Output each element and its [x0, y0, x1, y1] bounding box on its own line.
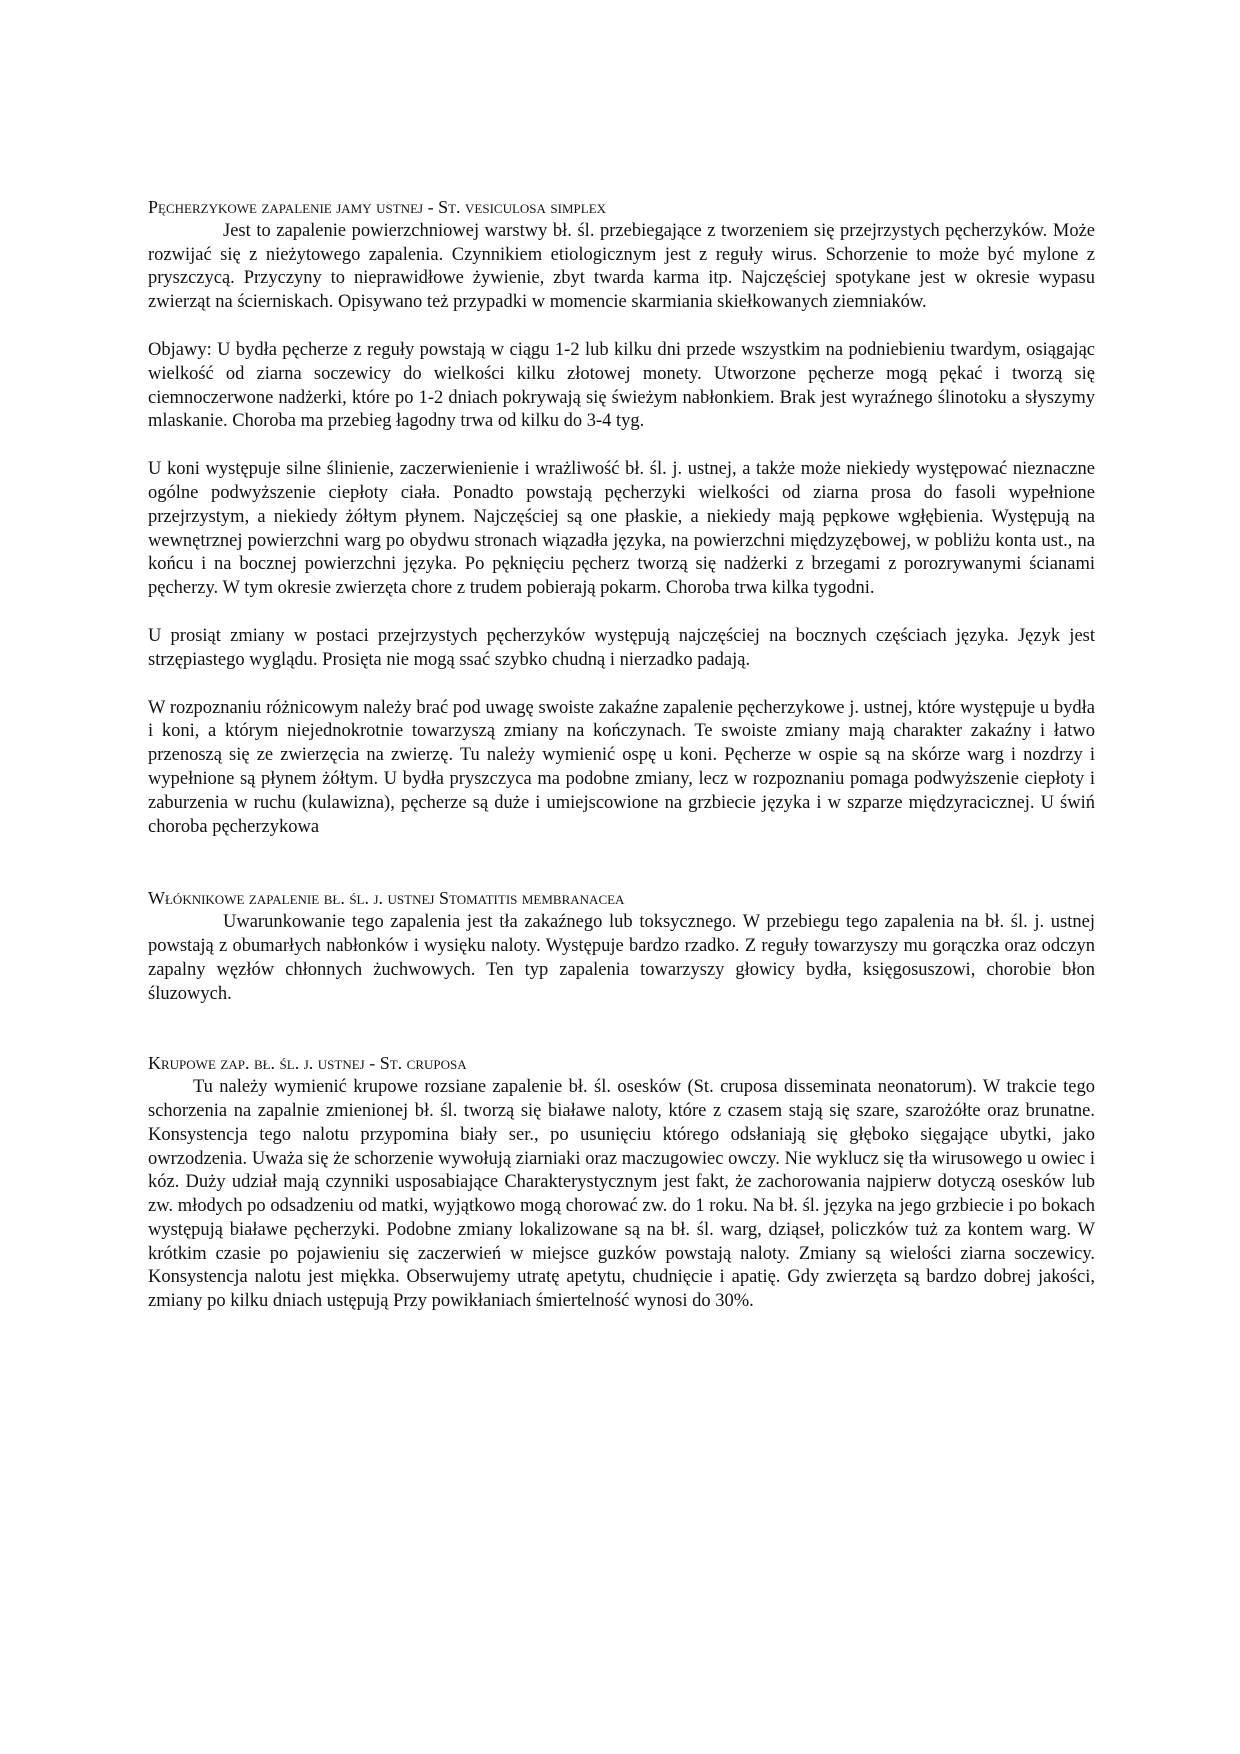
paragraph-definition: Jest to zapalenie powierzchniowej warstwy bł. śl. przebiegające z tworzeniem się przejrzystych pęcherzyków. Może rozwijać się z nieżytowego zapalenia. Czynnikiem etiologicznym jest z reguły wirus. Schorzenie to może być mylone z pryszczycą. Przyczyny to nieprawidłowe żywienie, zbyt twarda karma itp. Najczęściej spotykane jest w okresie wypasu zwierząt na ścierniskach. Opisywano też przypadki w momencie skarmiania skiełkowanych ziemniaków. — [148, 220, 1095, 313]
paragraph-cruposa: Tu należy wymienić krupowe rozsiane zapalenie bł. śl. osesków (St. cruposa disseminata neonatorum). W trakcie tego schorzenia na zapalnie zmienionej bł. śl. tworzą się białawe naloty, które z czasem stają się szare, szarożółte oraz brunatne. Konsystencja tego nalotu przypomina biały ser., po usunięciu którego odsłaniają się głęboko sięgające ubytki, jako owrzodzenia. Uważa się że schorzenie wywołują ziarniaki oraz maczugowiec owczy. Nie wyklucz się tła wirusowego u owiec i kóz. Duży udział mają czynniki usposabiające Charakterystycznym jest fakt, że zachorowania najpierw dotyczą osesków lub zw. młodych po odsadzeniu od matki, wyjątkowo mogą chorować zw. do 1 roku. Na bł. śl. języka na jego grzbiecie i po bokach występują białawe pęcherzyki. Podobne zmiany lokalizowane są na bł. śl. warg, dziąseł, policzków tuż za kontem warg. W krótkim czasie po pojawieniu się zaczerwień w miejsce guzków powstają naloty. Zmiany są wielości ziarna soczewicy. Konsystencja nalotu jest miękka. Obserwujemy utratę apetytu, chudnięcie i apatię. Gdy zwierzęta są bardzo dobrej jakości, zmiany po kilku dniach ustępują Przy powikłaniach śmiertelność wynosi do 30%. — [148, 1077, 1095, 1312]
paragraph-gap — [148, 601, 1095, 625]
paragraph-symptoms-cattle: Objawy: U bydła pęcherze z reguły powstają w ciągu 1-2 lub kilku dni przede wszystkim na podniebieniu twardym, osiągając wielkość od ziarna soczewicy do wielkości kilku złotowej monety. Utworzone pęcherze mogą pękać i tworzą się ciemnoczerwone nadżerki, które po 1-2 dniach pokrywają się świeżym nabłonkiem. Brak jest wyraźnego ślinotoku a słyszymy mlaskanie. Choroba ma przebieg łagodny trwa od kilku do 3-4 tyg. — [148, 339, 1095, 432]
section-heading-vesiculosa: Pęcherzykowe zapalenie jamy ustnej - St. vesiculosa simplex — [148, 197, 607, 217]
section-gap — [148, 839, 1095, 887]
paragraph-horses: U koni występuje silne ślinienie, zaczerwienienie i wrażliwość bł. śl. j. ustnej, a także może niekiedy występować nieznaczne ogólne podwyższenie ciepłoty ciała. Ponadto powstają pęcherzyki wielkości od ziarna prosa do fasoli wypełnione przejrzystym, a niekiedy żółtym płynem. Najczęściej są one płaskie, a niekiedy mają pępkowe wgłębienia. Występują na wewnętrznej powierzchni warg po obydwu stronach wiązadła języka, na powierzchni międzyzębowej, w pobliżu konta ust., na końcu i na bocznej powierzchni języka. Po pęknięciu pęcherz tworzą się nadżerki z brzegami z porozrywanymi ścianami pęcherzy. W tym okresie zwierzęta chore z trudem pobierają pokarm. Choroba trwa kilka tygodni. — [148, 459, 1095, 599]
section-heading-cruposa: Krupowe zap. bł. śl. j. ustnej - St. cruposa — [148, 1053, 467, 1074]
paragraph-gap — [148, 315, 1095, 339]
section-heading-membranacea: Włóknikowe zapalenie bł. śl. j. ustnej Stomatitis membranacea — [148, 888, 625, 909]
paragraph-membranacea: Uwarunkowanie tego zapalenia jest tła zakaźnego lub toksycznego. W przebiegu tego zapalenia na bł. śl. j. ustnej powstają z obumarłych nabłonków i wysięku naloty. Występuje bardzo rzadko. Z reguły towarzyszy mu gorączka oraz odczyn zapalny węzłów chłonnych żuchwowych. Ten typ zapalenia towarzyszy głowicy bydła, księgosuszowi, chorobie błon śluzowych. — [148, 912, 1095, 1004]
paragraph-piglets: U prosiąt zmiany w postaci przejrzystych pęcherzyków występują najczęściej na bocznych częściach języka. Język jest strzępiastego wyglądu. Prosięta nie mogą ssać szybko chudną i nierzadko padają. — [148, 625, 1095, 670]
paragraph-differential-diagnosis: W rozpoznaniu różnicowym należy brać pod uwagę swoiste zakaźne zapalenie pęcherzykowe j. ustnej, które występuje u bydła i koni, a którym niejednokrotnie towarzyszą zmiany na kończynach. Te swoiste zmiany mają charakter zakaźny i łatwo przenoszą się ze zwierzęcia na zwierzę. Tu należy wymienić ospę u koni. Pęcherze w ospie są na skórze warg i nozdrzy i wypełnione są płynem żółtym. U bydła pryszczyca ma podobne zmiany, lecz w rozpoznaniu pomaga podwyższenie ciepłoty i zaburzenia w ruchu (kulawizna), pęcherze są duże i umiejscowione na grzbiecie języka i w szparze międzyracicznej. U świń choroba pęcherzykowa — [148, 697, 1095, 837]
paragraph-gap — [148, 673, 1095, 697]
paragraph-gap — [148, 434, 1095, 458]
document-page — [148, 196, 1095, 1314]
section-gap — [148, 1006, 1095, 1052]
